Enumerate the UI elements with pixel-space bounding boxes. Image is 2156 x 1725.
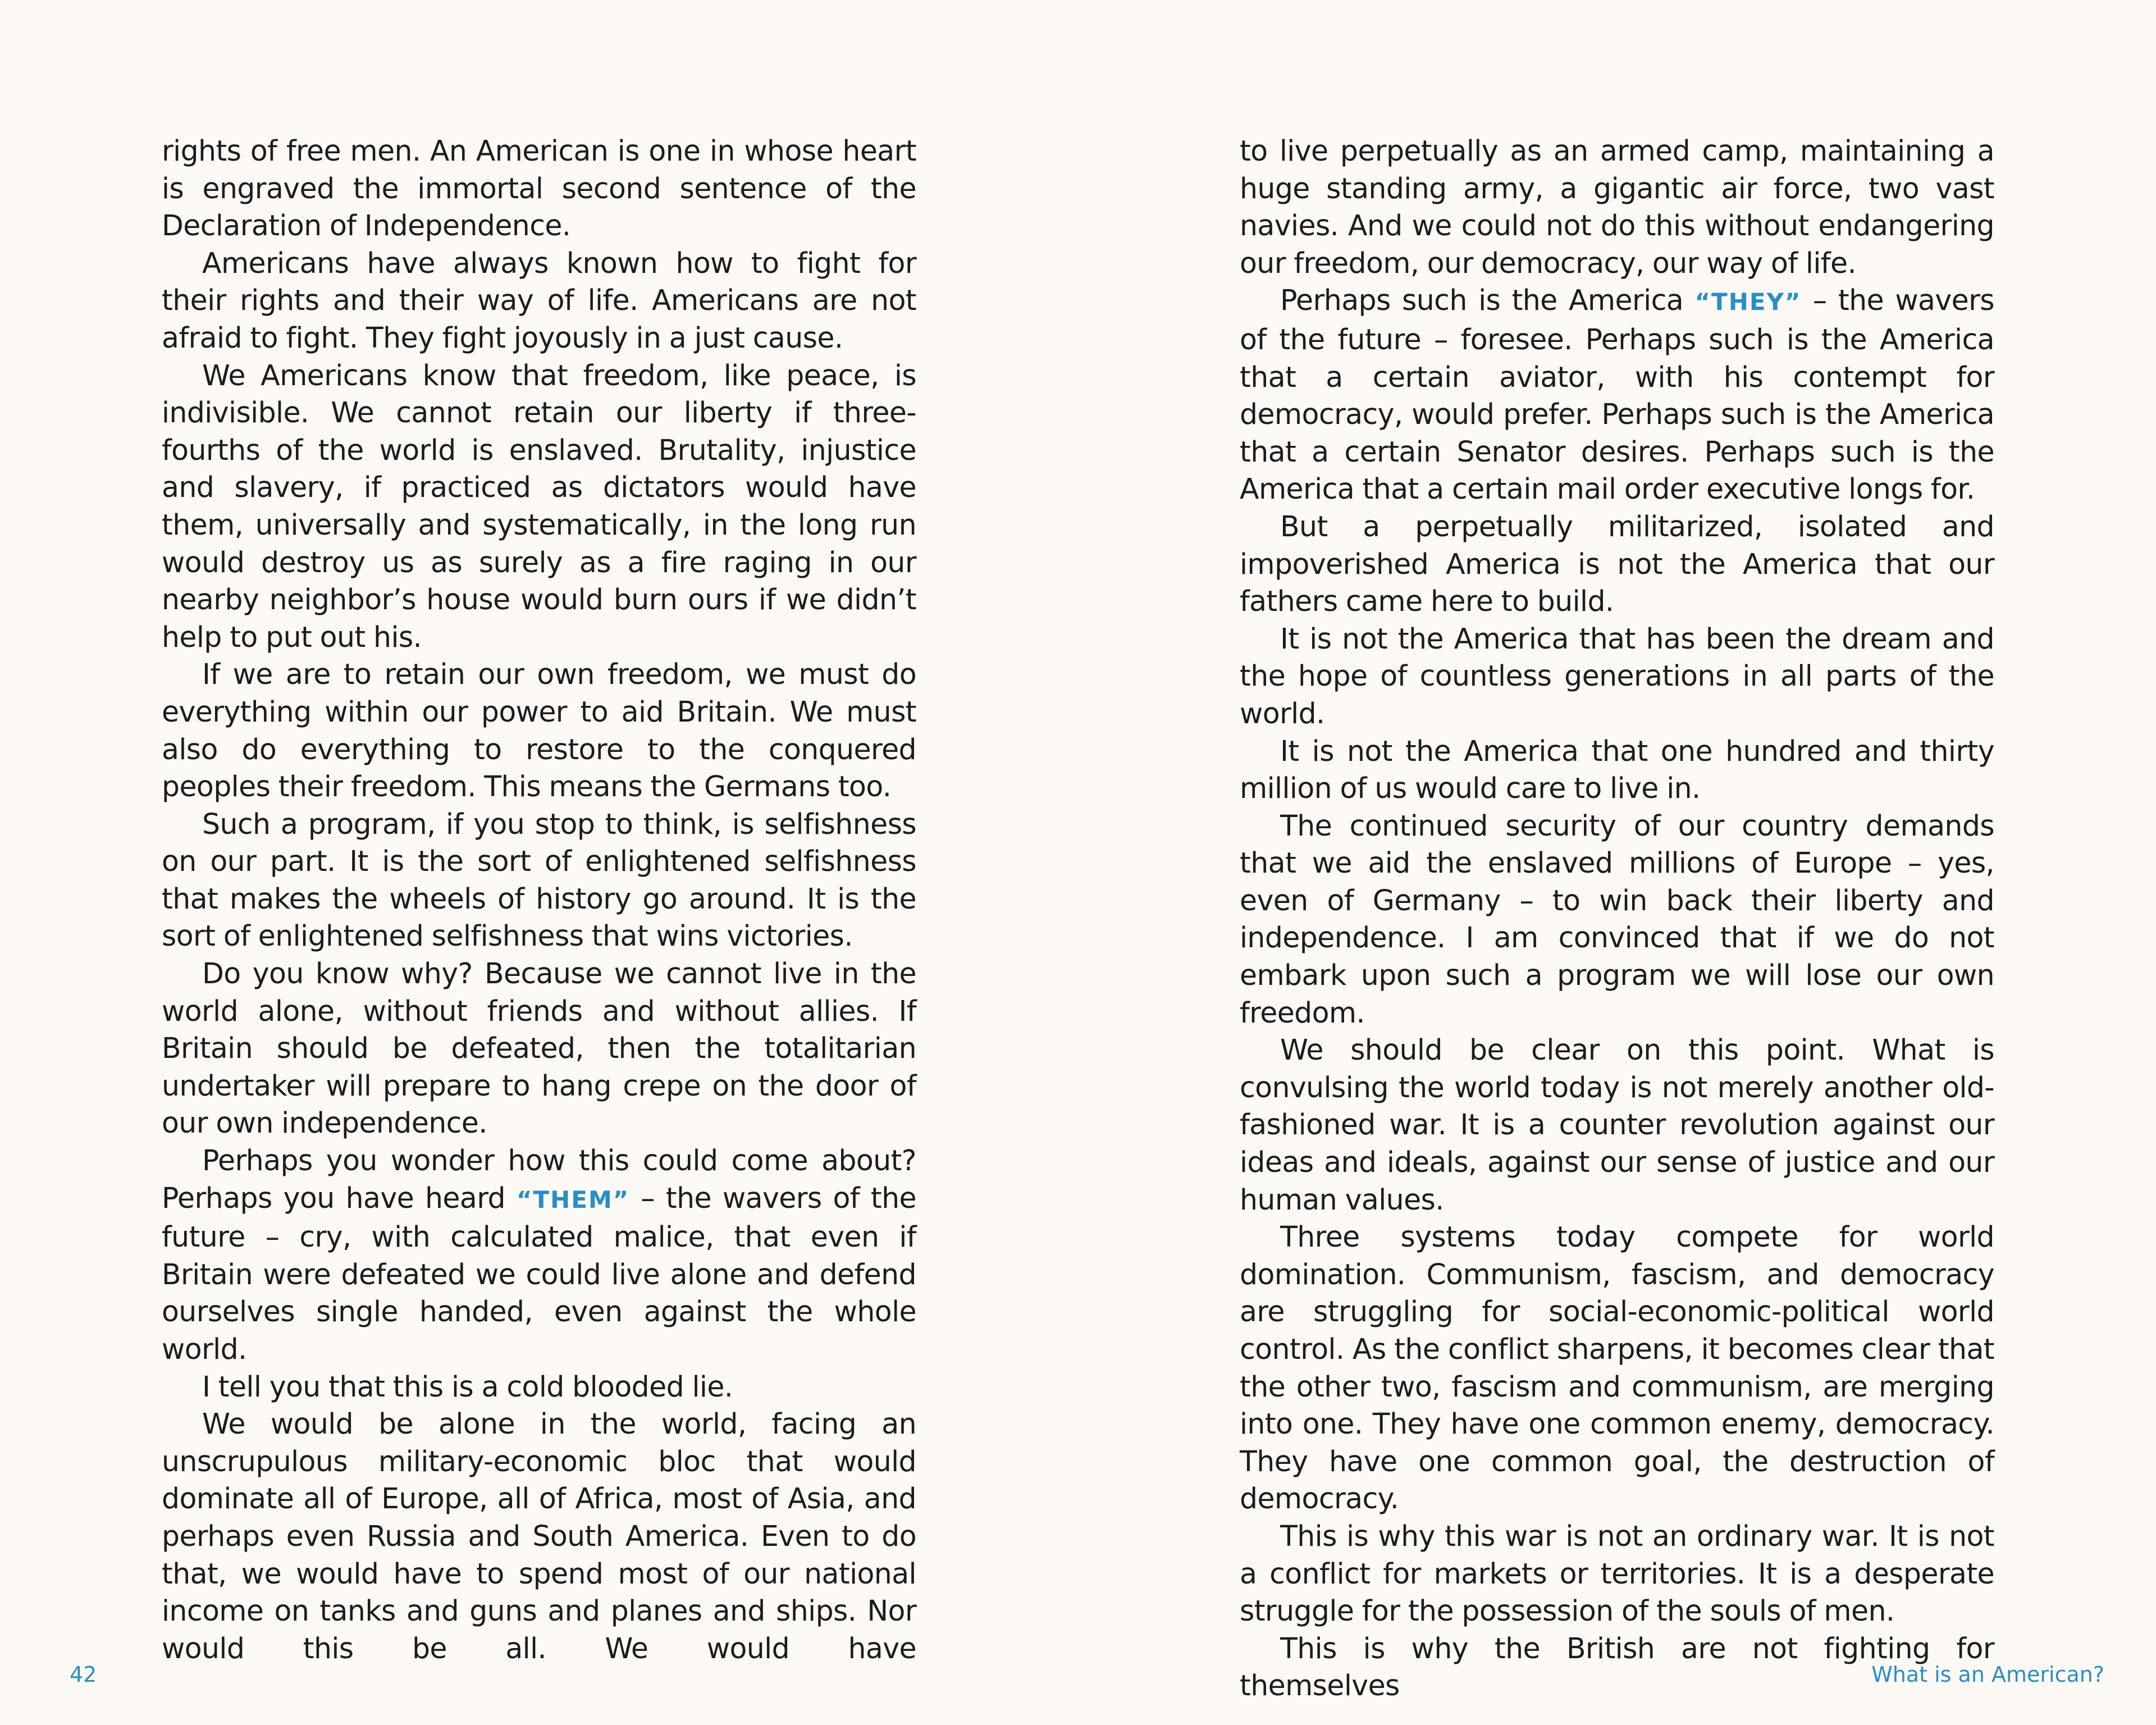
paragraph xyxy=(1240,282,1994,508)
paragraph-text-before: Perhaps you wonder how this could come about? Perhaps you have heard xyxy=(162,1144,916,1215)
paragraph: I tell you that this is a cold blooded lie. xyxy=(202,1370,733,1403)
paragraph: Such a program, if you stop to think, is selfishness on our part. It is the sort of enlightened selfishness that makes the wheels of history go around. It is the sort of enlightened selfishness that wins victories. xyxy=(162,807,916,953)
paragraph: If we are to retain our own freedom, we must do everything within our power to aid Britain. We must also do everything to restore to the conquered peoples their freedom. This means the Germans too. xyxy=(162,658,916,804)
page-number: 42 xyxy=(70,1662,97,1687)
paragraph: This is why this war is not an ordinary war. It is not a conflict for markets or territories. It is a desperate struggle for the possession of the souls of men. xyxy=(1240,1519,1994,1628)
paragraph: We would be alone in the world, facing an unscrupulous military-economic bloc that would dominate all of Europe, all of Africa, most of Asia, and perhaps even Russia and South America. Even to do that, we would have to spend most of our national income on tanks and guns and planes and ships. Nor would this be all. We would have xyxy=(162,1407,916,1665)
paragraph-text-after: – the wavers of the future – cry, with calculated malice, that even if Britain were defeated we could live alone and defend ourselves single handed, even against the whole world. xyxy=(162,1181,916,1366)
running-title: What is an American? xyxy=(1871,1662,2104,1687)
paragraph: This is why the British are not fighting for themselves xyxy=(1240,1631,1994,1703)
paragraph: It is not the America that one hundred and thirty million of us would care to live in. xyxy=(1240,734,1994,805)
paragraph: to live perpetually as an armed camp, maintaining a huge standing army, a gigantic air force, two vast navies. And we could not do this without endangering our freedom, our democracy, our way of life. xyxy=(1240,134,1994,280)
paragraph: Do you know why? Because we cannot live in the world alone, without friends and without allies. If Britain should be defeated, then the totalitarian undertaker will prepare to hang crepe on the door of our own independence. xyxy=(162,957,916,1140)
paragraph: It is not the America that has been the dream and the hope of countless generations in all parts of the world. xyxy=(1240,622,1994,730)
paragraph-text-before: Perhaps such is the America xyxy=(1280,284,1695,317)
paragraph: But a perpetually militarized, isolated and impoverished America is not the America that our fathers came here to build. xyxy=(1240,509,1994,618)
left-page-text xyxy=(162,133,916,1667)
paragraph: Americans have always known how to fight for their rights and their way of life. Americans are not afraid to fight. They fight joyously in a just cause. xyxy=(162,246,916,354)
highlighted-word-they: “THEY” xyxy=(1694,288,1802,316)
paragraph: Three systems today compete for world domination. Communism, fascism, and democracy are struggling for social-economic-political world control. As the conflict sharpens, it becomes clear that the other two, fascism and communism, are merging into one. They have one common enemy, democracy. They have one common goal, the destruction of democracy. xyxy=(1240,1220,1994,1516)
right-page-text xyxy=(1240,133,1994,1705)
paragraph-text-after: – the wavers of the future – foresee. Perhaps such is the America that a certain aviator, with his contempt for democracy, would prefer. Perhaps such is the America that a certain Senator desires. Perhaps such is the America that a certain mail order executive longs for. xyxy=(1240,284,1995,506)
paragraph: We should be clear on this point. What is convulsing the world today is not merely another old-fashioned war. It is a counter revolution against our ideas and ideals, against our sense of justice and our human values. xyxy=(1240,1033,1994,1216)
paragraph: The continued security of our country demands that we aid the enslaved millions of Europe – yes, even of Germany – to win back their liberty and independence. I am convinced that if we do not embark upon such a program we will lose our own freedom. xyxy=(1240,809,1994,1029)
paragraph: rights of free men. An American is one in whose heart is engraved the immortal second sentence of the Declaration of Independence. xyxy=(162,134,916,243)
paragraph xyxy=(162,1142,916,1368)
paragraph: We Americans know that freedom, like peace, is indivisible. We cannot retain our liberty if three-fourths of the world is enslaved. Brutality, injustice and slavery, if practiced as dictators would have them, universally and systematically, in the long run would destroy us as surely as a fire raging in our nearby neighbor’s house would burn ours if we didn’t help to put out his. xyxy=(162,358,916,654)
highlighted-word-them: “THEM” xyxy=(516,1185,630,1213)
